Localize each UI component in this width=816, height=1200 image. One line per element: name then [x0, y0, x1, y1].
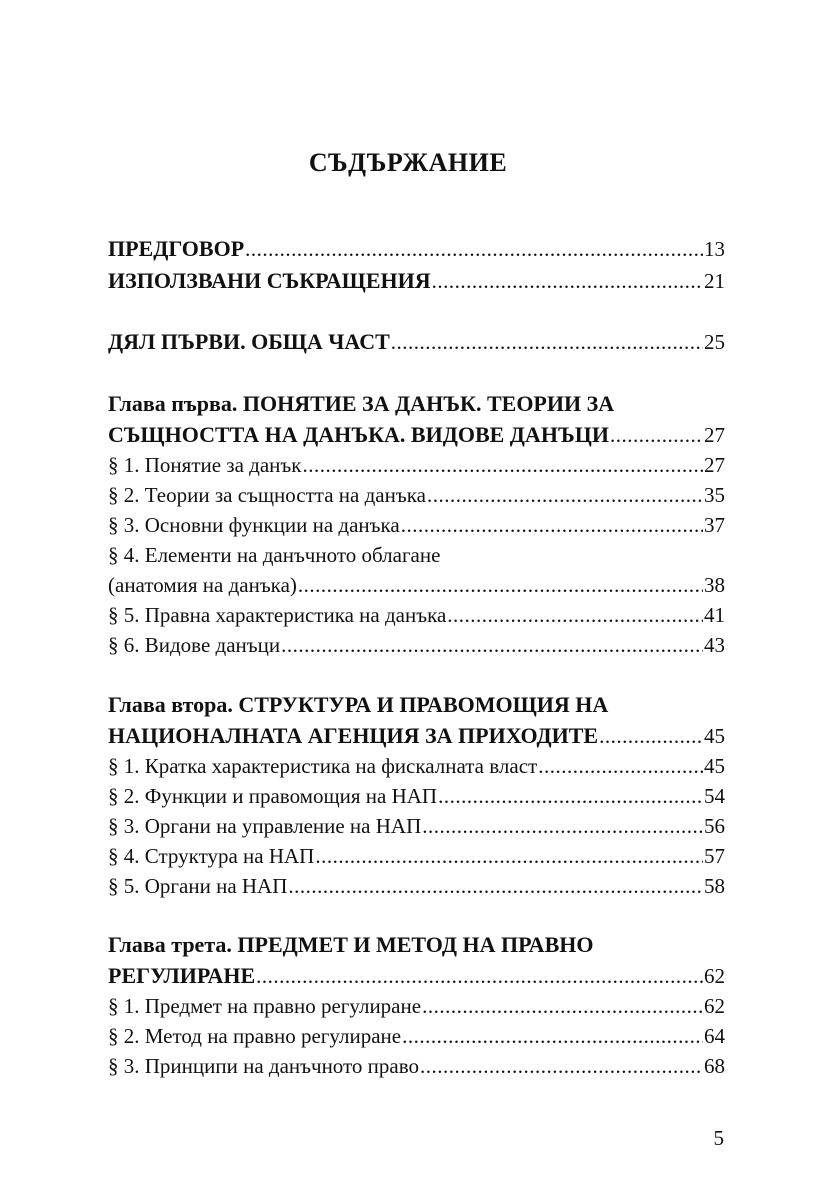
- page-number: 5: [713, 1126, 724, 1150]
- toc-section[interactable]: § 4. Структура на НАП ..... 57: [108, 841, 725, 871]
- toc-section[interactable]: § 2. Теории за същността на данъка ..... 35: [108, 480, 725, 510]
- toc-section[interactable]: § 2. Функции и правомощия на НАП ..... 54: [108, 781, 725, 811]
- toc-section[interactable]: § 1. Предмет на правно регулиране ..... 62: [108, 991, 725, 1021]
- toc-section[interactable]: § 4. Елементи на данъчното облагане: [108, 543, 441, 567]
- dot-leader: [402, 1021, 703, 1051]
- dot-leader: [538, 751, 703, 781]
- dot-leader: [420, 1051, 703, 1081]
- dot-leader: [422, 811, 703, 841]
- dot-leader: [599, 721, 703, 751]
- dot-leader: [245, 234, 703, 264]
- toc-section[interactable]: § 5. Органи на НАП ..... 58: [108, 871, 725, 901]
- dot-leader: [422, 991, 703, 1021]
- toc-entry-abbreviations[interactable]: ИЗПОЛЗВАНИ СЪКРАЩЕНИЯ ..... 21: [108, 266, 725, 296]
- toc-section-continued[interactable]: (анатомия на данъка) ..... 38: [108, 570, 725, 600]
- toc-entry-part-one[interactable]: ДЯЛ ПЪРВИ. ОБЩА ЧАСТ ..... 25: [108, 327, 725, 357]
- toc-section[interactable]: § 5. Правна характеристика на данъка ..... 41: [108, 600, 725, 630]
- chapter-one-heading-line2[interactable]: СЪЩНОСТТА НА ДАНЪКА. ВИДОВЕ ДАНЪЦИ ..... 27: [108, 420, 725, 450]
- dot-leader: [438, 781, 703, 811]
- dot-leader: [610, 420, 703, 450]
- dot-leader: [447, 600, 703, 630]
- toc-section[interactable]: § 3. Органи на управление на НАП ..... 56: [108, 811, 725, 841]
- toc-section[interactable]: § 2. Метод на правно регулиране ..... 64: [108, 1021, 725, 1051]
- toc-section[interactable]: § 1. Кратка характеристика на фискалната власт ..... 45: [108, 751, 725, 781]
- dot-leader: [401, 510, 703, 540]
- dot-leader: [302, 450, 703, 480]
- dot-leader: [298, 570, 703, 600]
- dot-leader: [288, 871, 703, 901]
- toc-section[interactable]: § 3. Основни функции на данъка ..... 37: [108, 510, 725, 540]
- toc-section[interactable]: § 1. Понятие за данък ..... 27: [108, 450, 725, 480]
- dot-leader: [315, 841, 703, 871]
- chapter-two-heading-line1[interactable]: Глава втора. СТРУКТУРА И ПРАВОМОЩИЯ НА: [108, 692, 609, 717]
- chapter-three-heading-line2[interactable]: РЕГУЛИРАНЕ ..... 62: [108, 961, 725, 991]
- dot-leader: [281, 630, 703, 660]
- toc-section[interactable]: § 6. Видове данъци ..... 43: [108, 630, 725, 660]
- dot-leader: [427, 480, 703, 510]
- toc-entry-preface[interactable]: ПРЕДГОВОР ..... 13: [108, 234, 725, 264]
- chapter-three-heading-line1[interactable]: Глава трета. ПРЕДМЕТ И МЕТОД НА ПРАВНО: [108, 932, 594, 957]
- chapter-one-heading-line1[interactable]: Глава първа. ПОНЯТИЕ ЗА ДАНЪК. ТЕОРИИ ЗА: [108, 391, 615, 416]
- dot-leader: [432, 266, 703, 296]
- chapter-two-heading-line2[interactable]: НАЦИОНАЛНАТА АГЕНЦИЯ ЗА ПРИХОДИТЕ ..... 45: [108, 721, 725, 751]
- toc-section[interactable]: § 3. Принципи на данъчното право ..... 68: [108, 1051, 725, 1081]
- page-title: СЪДЪРЖАНИЕ: [308, 148, 508, 177]
- dot-leader: [256, 961, 703, 991]
- dot-leader: [391, 327, 703, 357]
